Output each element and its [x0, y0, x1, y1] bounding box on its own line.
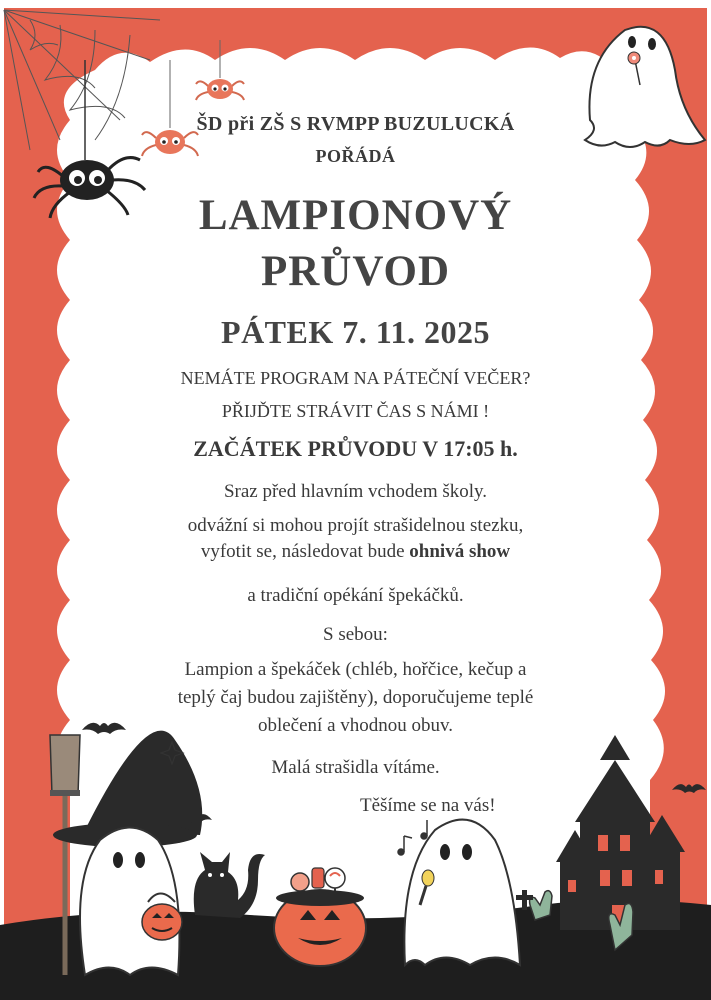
activities-line-1: odvážní si mohou projít strašidelnou stezku,	[187, 515, 524, 536]
meeting-point: Sraz před hlavním vchodem školy.	[223, 481, 488, 502]
title-line-1: LAMPIONOVÝ	[198, 192, 513, 239]
bring-line-2: teplý čaj budou zajištěny), doporučujeme teplé	[177, 687, 534, 708]
intro-line-1: NEMÁTE PROGRAM NA PÁTEČNÍ VEČER?	[180, 368, 531, 388]
organizer: ŠD při ZŠ S RVMPP BUZULUCKÁ	[196, 113, 515, 135]
activities-line-2	[0, 541, 711, 563]
welcome-line: Malá strašidla vítáme.	[271, 757, 440, 778]
intro-line-2: PŘIJĎTE STRÁVIT ČAS S NÁMI !	[221, 401, 490, 421]
fire-show-highlight: ohnivá show	[409, 541, 511, 562]
start-time: ZAČÁTEK PRŮVODU V 17:05 h.	[193, 436, 518, 461]
bring-line-3: oblečení a vhodnou obuv.	[257, 715, 454, 736]
event-date: PÁTEK 7. 11. 2025	[221, 314, 490, 350]
closing-line: Těšíme se na vás!	[360, 795, 496, 816]
bring-line-1: Lampion a špekáček (chléb, hořčice, kečup a	[184, 659, 527, 680]
title-line-2: PRŮVOD	[260, 248, 451, 295]
presents-label: POŘÁDÁ	[315, 146, 396, 166]
bring-heading: S sebou:	[323, 624, 388, 645]
activities-line-3: a tradiční opékání špekáčků.	[247, 585, 464, 606]
activities-line-2-text: vyfotit se, následovat bude	[200, 541, 410, 562]
